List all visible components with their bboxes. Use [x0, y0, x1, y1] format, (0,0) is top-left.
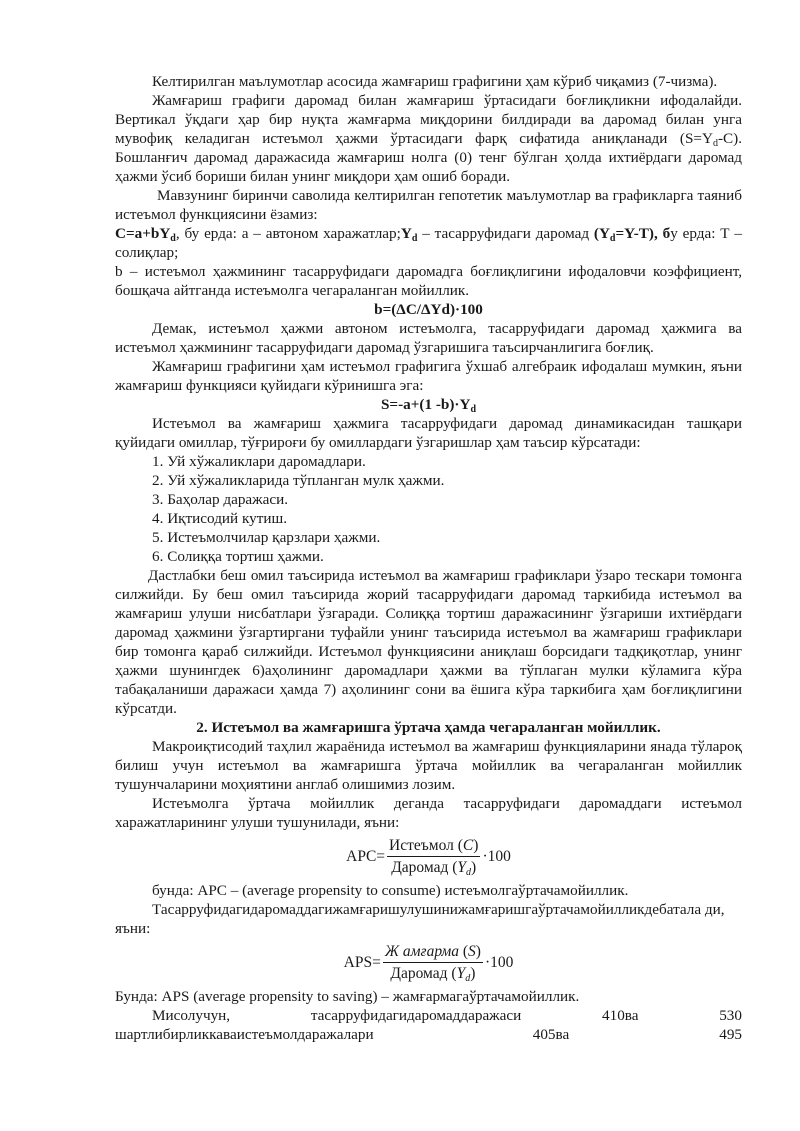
apc-formula	[115, 836, 742, 877]
subscript: d	[470, 404, 476, 415]
text-span: Истеъмол	[389, 837, 454, 854]
text-span: S=-a+(1 -b)·Y	[380, 396, 471, 413]
list-item: 5. Истеъмолчилар қарзлари ҳажми.	[152, 529, 381, 546]
list-item: 4. Иқтисодий кутиш.	[152, 510, 287, 527]
subscript: d	[170, 233, 176, 244]
example-row-2	[115, 1025, 742, 1044]
apc-fraction	[387, 836, 480, 877]
formula-b: b=(ΔC/ΔYd)·100	[374, 301, 483, 318]
var-c: C	[462, 837, 474, 854]
paragraph-aps-note: Бунда: APS (average propensity to saving) – жамғармагаўртачамойиллик.	[115, 988, 580, 1005]
text-span: тасарруфидагидаромаддаражаси	[310, 1007, 522, 1024]
subscript: d	[465, 973, 471, 984]
var-s: S	[468, 943, 476, 960]
text-span: , бу ерда: a – автоном харажатлар;	[175, 225, 401, 242]
paragraph-factors-intro: Истеъмол ва жамғариш ҳажмига тасарруфидаги даромад динамикасидан ташқари қуйидаги омиллар, тўғрироғи бу омиллардаги ўзгаришлар ҳам таъсир кўрсатади:	[115, 415, 742, 451]
var-y: Y	[457, 859, 467, 876]
paragraph-consumption-depends: Демак, истеъмол ҳажми автоном истеъмолга, тасарруфидаги даромад ҳажмига ва истеъмол ҳажмининг тасарруфидаги даромад ўзгаришига таъсирчанлигига боғлиқ.	[115, 320, 742, 356]
formula-yd: (Y	[593, 225, 610, 242]
text-span: Жамғариш графиги даромад билан жамғариш ўртасидаги боғлиқликни ифодалайди. Вертикал ўқдаги ҳар бир нуқта жамғарма миқдорини билдиради ва даромад билан унга мувофиқ келадиган истеъмол ҳажми ўртасидаги фарқ сифатида аниқланади (S=Y	[115, 92, 742, 147]
paragraph-coefficient-b: b – истеъмол ҳажмининг тасарруфидаги даромадга боғлиқлигини ифодаловчи коэффициент, бошқача айтганда истеъмолга чегараланган мойиллик.	[115, 263, 742, 299]
var-y: Y	[456, 965, 466, 982]
paragraph-intro: Келтирилган маълумотлар асосида жамғариш графигини ҳам кўриб чиқамиз (7-чизма).	[152, 73, 718, 90]
formula-yd-end: =Y-T), б	[615, 225, 671, 242]
list-item: 1. Уй хўжаликлари даромадлари.	[152, 453, 366, 470]
formula-c: C=a+bY	[115, 225, 171, 242]
aps-label: APS	[343, 954, 373, 971]
paragraph-aps-definition: Тасарруфидагидаромаддагижамғаришулушинижамғаришгаўртачамойилликдебатала ди, яъни:	[115, 901, 725, 937]
text-span: 495	[719, 1026, 742, 1043]
subscript: d	[411, 233, 418, 244]
text-span: у ерда: Т – солиқлар;	[115, 225, 742, 261]
text-span: 410ва	[602, 1007, 639, 1024]
text-span: -С). Бошланғич даромад даражасида жамғариш нолга (0) тенг бўлган ҳолда ихтиёрдаги даромад ҳажми ўсиб бориши билан унинг миқдори ҳам ошиб боради.	[115, 130, 742, 185]
paragraph-macro-analysis: Макроиқтисодий таҳлил жараёнида истеъмол ва жамғариш функцияларини янада тўлароқ билиш учун истеъмол ва жамғаришга ўртача мойиллик ва чегараланган мойиллик тушунчаларини моҳиятини англаб олишимиз лозим.	[115, 738, 742, 793]
multiplier: ·100	[482, 848, 511, 865]
text-span: – тасарруфидаги даромад	[417, 225, 594, 242]
apc-label: APC	[346, 848, 377, 865]
multiplier: ·100	[484, 954, 514, 971]
text-span: Даромад	[391, 859, 449, 876]
apc-numerator: Истеъмол (C)	[387, 836, 480, 857]
var-yd: Y	[400, 225, 412, 242]
paragraph-five-factors: Дастлабки беш омил таъсирида истеъмол ва жамғариш графиклари ўзаро тескари томонга силжийди. Бу беш омил таъсирида жорий тасарруфидаги даромад таркибида истеъмол ва жамғариш улуши нисбатлари ўзгаради. Солиққа тортиш даражасининг ўзгариши ихтиёрдаги даромад ҳажмини ўзгартиргани туфайли унинг таъсирида истеъмол ва жамғариш графиклари бир томонга қараб силжийди. Истеъмол функциясини аниқлаш борсидаги тадқиқотлар, унинг ҳажми шунингдек 6)аҳолининг даромадлари ҳажми ва тўплаган мулки кўламига кўра табақаланиши даражаси ҳамда 7) аҳолининг сони ва ёшига кўра таркибига ҳам боғлиқлигини кўрсатди.	[115, 567, 742, 717]
formula-s	[115, 395, 742, 414]
aps-formula	[115, 942, 742, 983]
subscript: d	[609, 233, 616, 244]
text-span: 405ва	[532, 1026, 570, 1043]
paragraph-savings-graph	[115, 91, 742, 186]
factors-list	[115, 452, 742, 566]
aps-denominator: Даромад $(Y_d)$	[390, 965, 476, 984]
subscript: d	[712, 138, 718, 149]
text-span: Ж амғарма	[384, 943, 459, 960]
text-span: шартлибирликкаваистеъмолдаражалари	[115, 1026, 374, 1043]
paragraph-consumption-function: Мавзунинг биринчи саволида келтирилган гепотетик маълумотлар ва графикларга таяниб истеъмол функциясини ёзамиз:	[115, 187, 742, 223]
paragraph-formula-c	[115, 224, 742, 262]
text-span: Даромад	[390, 965, 448, 982]
equals-sign: =	[376, 848, 386, 865]
equals-sign: =	[372, 954, 381, 971]
text-span: 530	[719, 1007, 742, 1024]
section-heading: 2. Истеъмол ва жамғаришга ўртача ҳамда чегараланган мойиллик.	[196, 719, 661, 736]
subscript: d	[466, 867, 472, 878]
text-span: Мисолучун,	[152, 1007, 231, 1024]
paragraph-apc-definition: Истеъмолга ўртача мойиллик деганда тасарруфидаги даромаддаги истеъмол харажатларининг улуши тушунилади, яъни:	[115, 795, 742, 831]
paragraph-apc-note: бунда: APC – (average propensity to consume) истеъмолгаўртачамойиллик.	[152, 882, 629, 899]
paragraph-savings-function: Жамғариш графигини ҳам истеъмол графигига ўхшаб алгебраик ифодалаш мумкин, яъни жамғариш функцияси қуйидаги кўринишга эга:	[115, 358, 742, 394]
apc-denominator: Даромад $(Y_d)$	[391, 859, 477, 878]
list-item: 6. Солиққа тортиш ҳажми.	[152, 548, 324, 565]
aps-fraction	[383, 942, 483, 983]
aps-numerator: Ж амғарма (S)	[383, 942, 483, 963]
example-row-1	[115, 1006, 742, 1025]
list-item: 2. Уй хўжаликларида тўпланган мулк ҳажми.	[152, 472, 445, 489]
list-item: 3. Баҳолар даражаси.	[152, 491, 289, 508]
